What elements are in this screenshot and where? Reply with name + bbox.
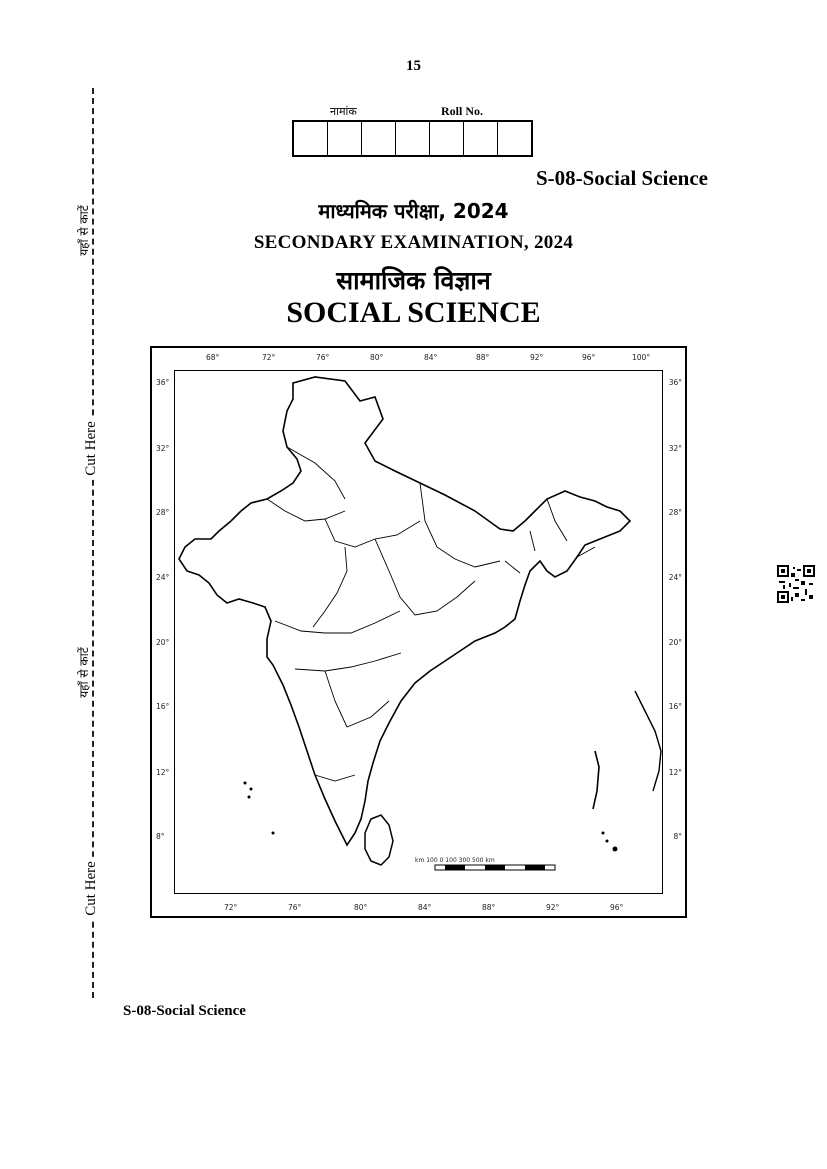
subject-title-hindi: सामाजिक विज्ञान <box>336 266 491 295</box>
roll-cell[interactable] <box>362 122 396 155</box>
longitude-top-label: 68° <box>206 353 220 362</box>
longitude-top-label: 72° <box>262 353 276 362</box>
longitude-bottom-label: 88° <box>482 903 496 912</box>
sri-lanka-outline <box>365 815 393 865</box>
india-mainland-outline <box>179 377 630 845</box>
latitude-left-label: 28° <box>156 508 170 517</box>
latitude-right-label: 16° <box>668 702 682 711</box>
longitude-top-label: 92° <box>530 353 544 362</box>
longitude-bottom-label: 76° <box>288 903 302 912</box>
map-inner-border <box>174 370 663 894</box>
longitude-top-label: 76° <box>316 353 330 362</box>
exam-title-hindi: माध्यमिक परीक्षा, 2024 <box>318 199 509 223</box>
longitude-bottom-label: 84° <box>418 903 432 912</box>
longitude-bottom-label: 96° <box>610 903 624 912</box>
longitude-top-label: 84° <box>424 353 438 362</box>
latitude-right-label: 24° <box>668 573 682 582</box>
roll-label-english: Roll No. <box>441 104 483 118</box>
footer-paper-code: S-08-Social Science <box>123 1003 246 1019</box>
india-outline-map <box>150 346 687 918</box>
roll-label-hindi: नामांक <box>330 105 357 118</box>
latitude-right-label: 32° <box>668 444 682 453</box>
roll-cell[interactable] <box>294 122 328 155</box>
cut-here-hindi-label-top: यहाँ से काटें <box>75 201 92 260</box>
scale-label: km 100 0 100 300 500 km <box>415 857 495 864</box>
cut-here-label-top: Cut Here <box>83 417 100 480</box>
roll-cell[interactable] <box>498 122 531 155</box>
latitude-left-label: 24° <box>156 573 170 582</box>
latitude-left-label: 12° <box>156 768 170 777</box>
latitude-right-label: 36° <box>668 378 682 387</box>
page-number: 15 <box>406 58 421 74</box>
longitude-top-label: 88° <box>476 353 490 362</box>
roll-cell[interactable] <box>464 122 498 155</box>
latitude-right-label: 28° <box>668 508 682 517</box>
longitude-bottom-label: 80° <box>354 903 368 912</box>
longitude-top-label: 80° <box>370 353 384 362</box>
longitude-bottom-label: 92° <box>546 903 560 912</box>
paper-code: S-08-Social Science <box>535 166 708 190</box>
latitude-left-label: 32° <box>156 444 170 453</box>
cut-here-hindi-label-bottom: यहाँ से काटें <box>75 643 92 702</box>
myanmar-coast <box>635 691 661 791</box>
longitude-top-label: 100° <box>632 353 651 362</box>
exam-title-english: SECONDARY EXAMINATION, 2024 <box>253 232 574 253</box>
roll-cell[interactable] <box>430 122 464 155</box>
longitude-bottom-label: 72° <box>224 903 238 912</box>
longitude-top-label: 96° <box>582 353 596 362</box>
latitude-right-label: 20° <box>668 638 682 647</box>
roll-cell[interactable] <box>328 122 362 155</box>
latitude-left-label: 20° <box>156 638 170 647</box>
cut-here-label-bottom: Cut Here <box>83 857 100 920</box>
latitude-right-label: 8° <box>673 832 682 841</box>
india-map-drawing <box>175 371 666 897</box>
state-boundaries <box>267 447 595 781</box>
roll-cell[interactable] <box>396 122 430 155</box>
latitude-left-label: 16° <box>156 702 170 711</box>
roll-number-boxes[interactable] <box>292 120 533 157</box>
latitude-right-label: 12° <box>668 768 682 777</box>
subject-title-english: SOCIAL SCIENCE <box>286 296 541 329</box>
andaman-islands <box>593 751 599 809</box>
latitude-left-label: 8° <box>156 832 165 841</box>
qr-code-icon <box>777 565 815 603</box>
latitude-left-label: 36° <box>156 378 170 387</box>
